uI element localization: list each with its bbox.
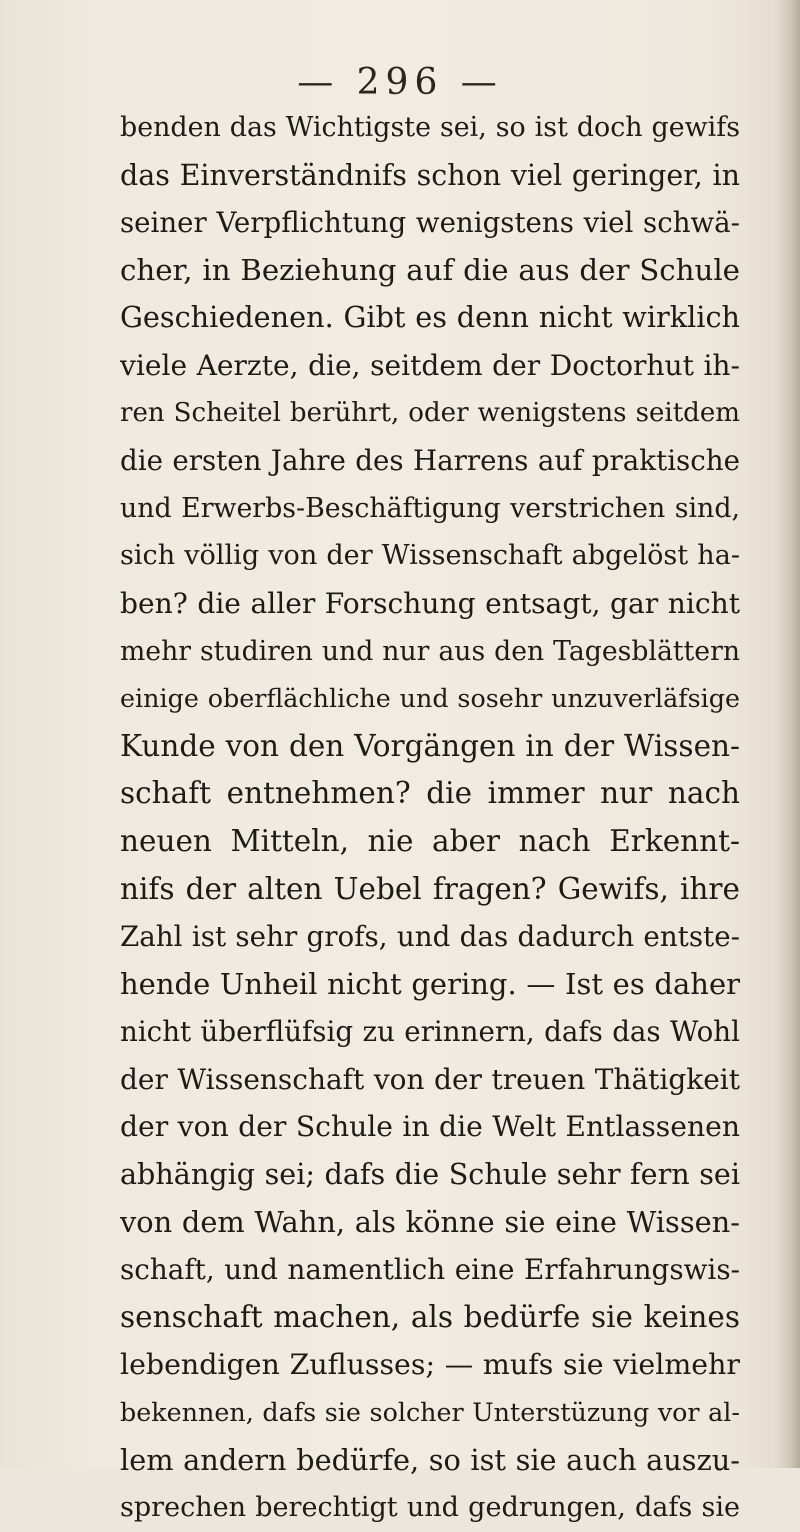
text-line: der von der Schule in die Welt Entlassenen xyxy=(120,1110,740,1144)
text-line: schaft, und namentlich eine Erfahrungswis- xyxy=(120,1253,740,1287)
text-line: von dem Wahn, als könne sie eine Wissen- xyxy=(120,1204,740,1239)
text-line: lem andern bedürfe, so ist sie auch auszu- xyxy=(120,1442,740,1477)
text-line: ren Scheitel berührt, oder wenigstens seitdem xyxy=(120,397,740,428)
text-line: sprechen berechtigt und gedrungen, dafs sie xyxy=(120,1492,740,1524)
text-line: mehr studiren und nur aus den Tagesblättern xyxy=(120,635,740,667)
text-line: nifs der alten Uebel fragen? Gewifs, ihre xyxy=(120,871,740,906)
text-line: ben? die aller Forschung entsagt, gar nicht xyxy=(120,586,740,620)
text-line: Geschiedenen. Gibt es denn nicht wirklich xyxy=(120,300,740,335)
text-line: abhängig sei; dafs die Schule sehr fern sei xyxy=(120,1157,740,1192)
text-line: einige oberflächliche und sosehr unzuverläfsige xyxy=(120,683,740,714)
text-line: sich völlig von der Wissenschaft abgelöst ha- xyxy=(120,540,740,572)
text-line: das Einverständnifs schon viel geringer, in xyxy=(120,158,740,192)
text-line: lebendigen Zuflusses; — mufs sie vielmehr xyxy=(120,1348,740,1382)
text-line: und Erwerbs-Beschäftigung verstrichen sind, xyxy=(120,492,740,524)
text-line: cher, in Beziehung auf die aus der Schule xyxy=(120,252,740,287)
page-edge-shadow xyxy=(774,0,800,1468)
text-line: neuen Mitteln, nie aber nach Erkennt- xyxy=(120,823,740,858)
text-line: nicht überflüfsig zu erinnern, dafs das Wohl xyxy=(120,1015,740,1049)
text-line: die ersten Jahre des Harrens auf praktische xyxy=(120,444,740,478)
text-line: der Wissenschaft von der treuen Thätigkeit xyxy=(120,1062,740,1096)
text-line: bekennen, dafs sie solcher Unterstüzung vor al- xyxy=(120,1397,740,1428)
body-text xyxy=(120,104,740,1532)
text-line: senschaft machen, als bedürfe sie keines xyxy=(120,1299,740,1334)
text-line: schaft entnehmen? die immer nur nach xyxy=(120,776,740,811)
text-line: benden das Wichtigste sei, so ist doch gewifs xyxy=(120,112,740,143)
text-line: hende Unheil nicht gering. — Ist es daher xyxy=(120,966,740,1001)
text-line: Zahl ist sehr grofs, und das dadurch entste- xyxy=(120,920,740,954)
text-line: seiner Verpflichtung wenigstens viel schwä- xyxy=(120,206,740,240)
page-number-header: — 296 — xyxy=(297,62,503,103)
text-line: Kunde von den Vorgängen in der Wissen- xyxy=(120,728,740,763)
text-line: viele Aerzte, die, seitdem der Doctorhut ih- xyxy=(120,348,740,382)
